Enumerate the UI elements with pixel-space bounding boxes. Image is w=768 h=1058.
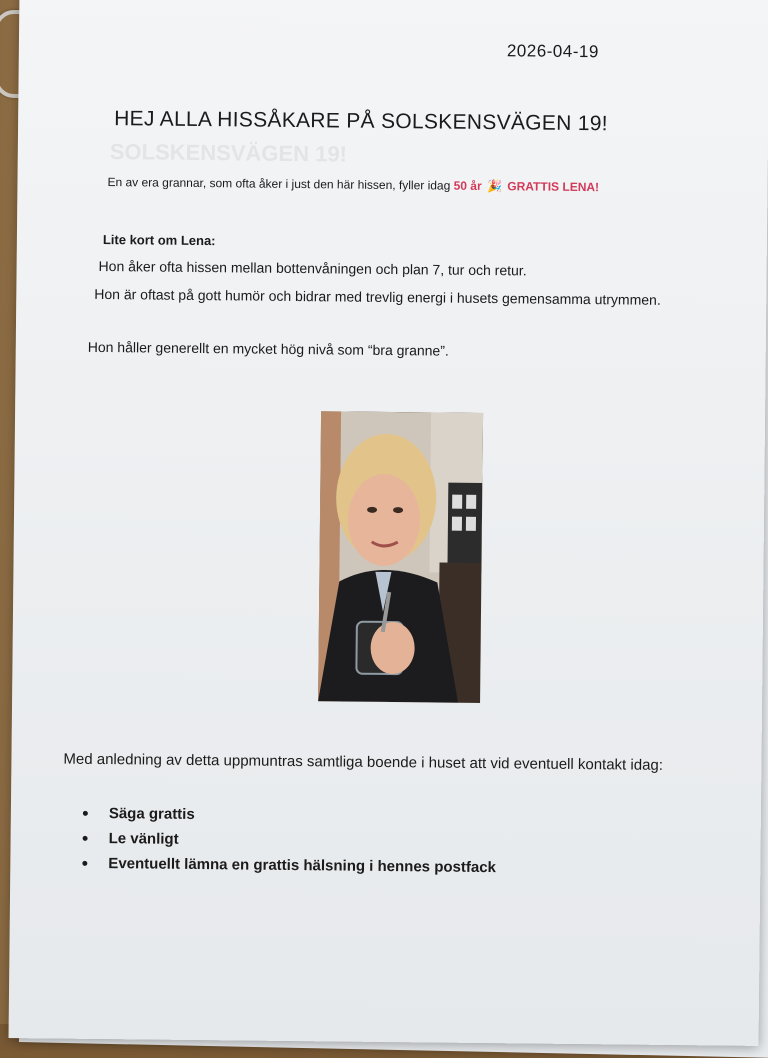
portrait-photo: [318, 411, 483, 703]
about-heading: Lite kort om Lena:: [102, 231, 216, 249]
list-item-text: Le vänligt: [108, 830, 179, 848]
paragraph-neighbor: Hon håller generellt en mycket hög nivå som “bra granne”.: [87, 338, 449, 359]
bullet-icon: [83, 836, 88, 841]
bullet-icon: [82, 861, 87, 866]
age-highlight: 50 år: [453, 178, 482, 193]
paragraph-elevator: Hon åker ofta hissen mellan bottenvåningen och plan 7, tur och retur.: [98, 257, 527, 279]
intro-line: [107, 175, 599, 194]
notice-date: 2026-04-19: [506, 41, 599, 62]
paragraph-mood: Hon är oftast på gott humör och bidrar med trevlig energi i husets gemensamma utrymmen.: [94, 285, 661, 308]
intro-text: En av era grannar, som ofta åker i just den här hissen, fyller idag: [107, 175, 454, 193]
bullet-list: [80, 801, 496, 880]
printed-notice: [9, 0, 768, 1046]
closing-paragraph: Med anledning av detta uppmuntras samtliga boende i huset att vid eventuell kontakt idag:: [63, 750, 664, 774]
bleed-through-title: SOLSKENSVÄGEN 19!: [109, 139, 348, 167]
greeting-highlight: GRATTIS LENA!: [507, 179, 600, 195]
bullet-icon: [83, 811, 88, 816]
list-item-text: Eventuellt lämna en grattis hälsning i hennes postfack: [108, 855, 497, 877]
list-item: [80, 851, 496, 880]
list-item-text: Säga grattis: [108, 805, 195, 823]
party-popper-icon: 🎉: [486, 179, 503, 194]
notice-title: HEJ ALLA HISSÅKARE PÅ SOLSKENSVÄGEN 19!: [114, 107, 609, 136]
